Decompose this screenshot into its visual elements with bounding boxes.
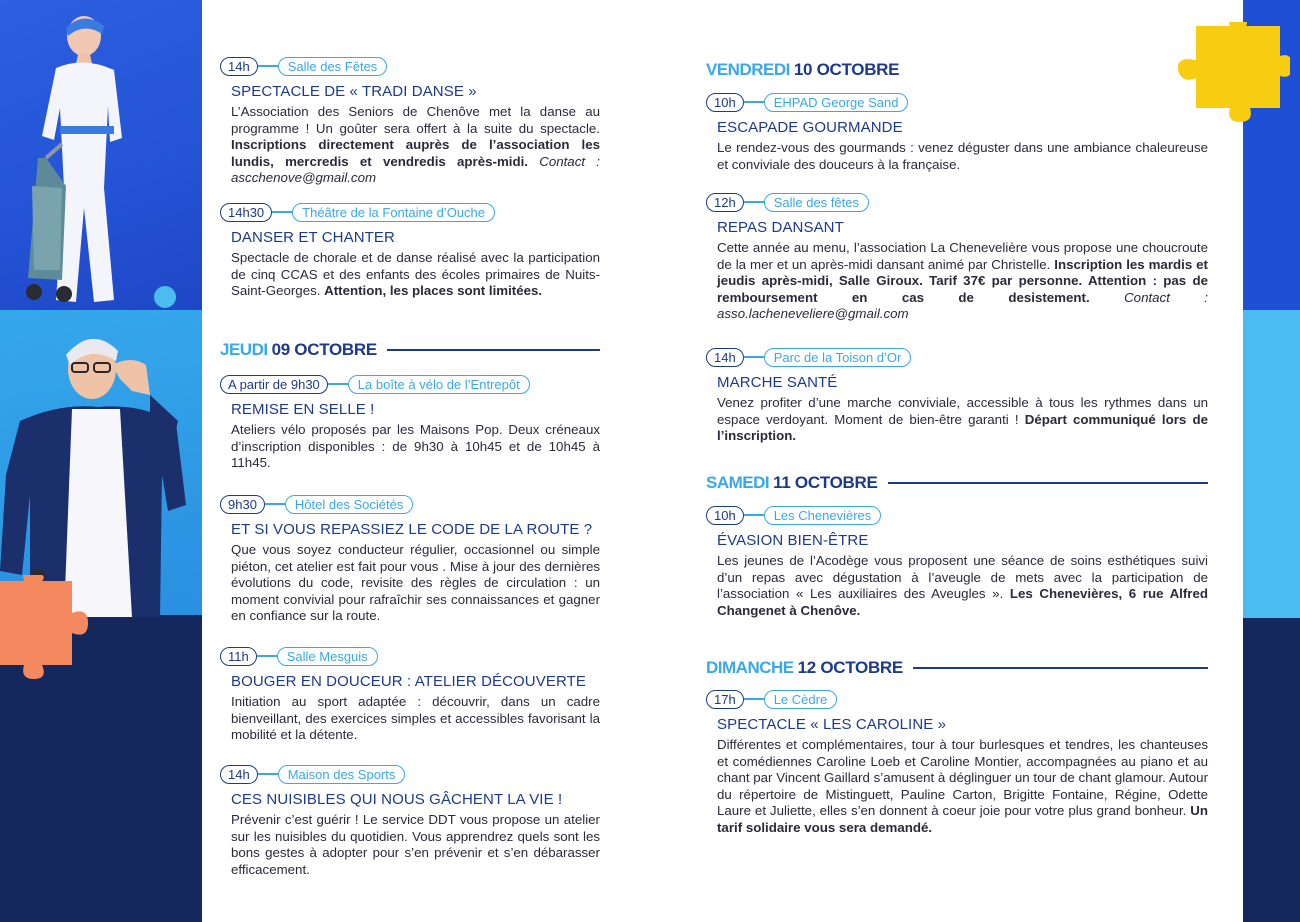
event-nuisibles: [220, 764, 600, 878]
desc-text: Différentes et complémentaires, tour à tour burlesques et tendres, les chanteuses et comédiennes Caroline Loeb et Caroline Montier, accompagnées au piano et au chant par Vincent Gaillard s’amusent à déglinguer un tour de chant glamour. Autour du répertoire de Mistinguett, Pauline Carton, Brigitte Fontaine, Régine, Odette Laure et Juliette, elles s’en donnent à coeur joie pour votre plus grand bonheur.: [717, 737, 1208, 819]
tag-connector: [265, 503, 285, 505]
event-remise-en-selle: [220, 374, 600, 472]
event-description: Ateliers vélo proposés par les Maisons Pop. Deux créneaux d’inscription disponibles : de 9h30 à 10h45 et de 10h45 à 11h45.: [231, 422, 600, 471]
place-badge: Parc de la Toison d’Or: [764, 348, 912, 367]
tag-connector: [258, 773, 278, 775]
event-tagline: [220, 202, 600, 222]
tag-connector: [744, 356, 764, 358]
tag-connector: [328, 383, 348, 385]
event-title: ÉVASION BIEN-ÊTRE: [717, 532, 869, 549]
day-heading-vendredi: [706, 60, 1208, 80]
event-title: SPECTACLE « LES CAROLINE »: [717, 716, 947, 733]
day-divider: [387, 349, 600, 351]
photo-senior-woman: [18, 8, 148, 310]
event-description: [717, 240, 1208, 323]
desc-bold: Départ communiqué lors de l’inscription.: [717, 411, 1208, 444]
event-tagline: [706, 689, 1208, 709]
tag-connector: [744, 698, 764, 700]
time-badge: 12h: [706, 193, 744, 212]
event-title: ESCAPADE GOURMANDE: [717, 119, 903, 136]
place-badge: EHPAD George Sand: [764, 93, 909, 112]
time-badge: 10h: [706, 506, 744, 525]
desc-contact: Contact : asso.lacheneveliere@gmail.com: [717, 289, 1208, 322]
time-badge: 17h: [706, 690, 744, 709]
event-title: ET SI VOUS REPASSIEZ LE CODE DE LA ROUTE ?: [231, 521, 593, 538]
place-badge: Les Chenevières: [764, 506, 882, 525]
day-heading-dimanche: [706, 658, 1208, 678]
event-repas-dansant: [706, 192, 1208, 323]
event-title: BOUGER EN DOUCEUR : ATELIER DÉCOUVERTE: [231, 673, 586, 690]
event-bouger-douceur: [220, 646, 600, 744]
desc-text: Cette année au menu, l’association La Chenevelière vous propose une choucroute de la mer et un après-midi dansant animé par Christelle.: [717, 240, 1208, 272]
event-description: Le rendez-vous des gourmands : venez déguster dans une ambiance chaleureuse et conviviale des douceurs à la française.: [717, 140, 1208, 172]
event-description: Que vous soyez conducteur régulier, occasionnel ou simple piéton, cet atelier est fait pour vous . Mise à jour des dernières évolutions du code, revisite des règles de circulation : un moment convivial pour rafraîchir ses connaissances et gagner en confiance sur la route.: [231, 542, 600, 624]
event-description: [231, 104, 600, 187]
event-description: [717, 737, 1208, 837]
time-badge: 14h: [220, 57, 258, 76]
event-tradi-danse: [220, 56, 600, 187]
event-tagline: [706, 192, 1208, 212]
desc-bold: Les Chenevières, 6 rue Alfred Changenet à Chenôve.: [717, 586, 1208, 618]
place-badge: Hôtel des Sociétés: [285, 495, 413, 514]
day-divider: [913, 667, 1208, 669]
desc-bold: Un tarif solidaire vous sera demandé.: [717, 803, 1208, 835]
event-title: REPAS DANSANT: [717, 219, 844, 236]
event-tagline: [220, 646, 600, 666]
event-title: DANSER ET CHANTER: [231, 229, 395, 246]
event-title: REMISE EN SELLE !: [231, 401, 375, 418]
bubble-dot: [154, 286, 176, 308]
event-escapade-gourmande: [706, 92, 1208, 173]
place-badge: Le Cèdre: [764, 690, 837, 709]
event-title: MARCHE SANTÉ: [717, 374, 838, 391]
tag-connector: [744, 514, 764, 516]
event-danser-chanter: [220, 202, 600, 300]
event-title: SPECTACLE DE « TRADI DANSE »: [231, 83, 477, 100]
place-badge: Salle Mesguis: [277, 647, 378, 666]
event-les-caroline: [706, 689, 1208, 837]
day-date: 11 OCTOBRE: [773, 473, 878, 492]
event-tagline: [220, 374, 600, 394]
place-badge: Salle des Fêtes: [278, 57, 388, 76]
event-description: Initiation au sport adaptée : découvrir, dans un cadre bienveillant, des exercices simples et accessibles favorisant la mobilité et la détente.: [231, 694, 600, 743]
event-tagline: [220, 494, 600, 514]
desc-text: L’Association des Seniors de Chenôve met la danse au programme ! Un goûter sera offert à la suite du spectacle.: [231, 104, 600, 136]
day-date: 12 OCTOBRE: [797, 658, 903, 677]
desc-text: Venez profiter d’une marche conviviale, accessible à tous les rythmes dans un espace verdoyant. Moment de bien-être garanti !: [717, 395, 1208, 427]
day-name: SAMEDI: [706, 473, 770, 492]
tag-connector: [272, 211, 292, 213]
puzzle-piece-icon: [0, 575, 100, 697]
event-tagline: [706, 347, 1208, 367]
time-badge: 14h: [706, 348, 744, 367]
band-block-navy: [1243, 618, 1300, 922]
time-badge: 14h: [220, 765, 258, 784]
tag-connector: [257, 655, 277, 657]
day-name: VENDREDI: [706, 60, 790, 79]
band-block-sky: [1243, 310, 1300, 618]
desc-text: Spectacle de chorale et de danse réalisé avec la participation de cinq CCAS et des enfants des écoles primaires de Nuits-Saint-Georges.: [231, 250, 600, 299]
event-tagline: [220, 764, 600, 784]
event-title: CES NUISIBLES QUI NOUS GÂCHENT LA VIE !: [231, 791, 563, 808]
event-tagline: [706, 505, 1208, 525]
desc-text: Les jeunes de l’Acodège vous proposent une séance de soins esthétiques suivi d’un repas avec dégustation à l’aveugle de mets avec la participation de l’association « Les auxiliaires des Aveugles ».: [717, 553, 1208, 602]
event-evasion-bien-etre: [706, 505, 1208, 619]
photo-senior-man: [0, 325, 200, 617]
tag-connector: [258, 65, 278, 67]
event-tagline: [220, 56, 600, 76]
place-badge: Théâtre de la Fontaine d’Ouche: [292, 203, 495, 222]
time-badge: 11h: [220, 647, 257, 666]
day-name: JEUDI: [220, 340, 268, 359]
desc-bold: Inscription les mardis et jeudis après-midi, Salle Giroux. Tarif 37€ par personne. Attention : pas de remboursement en cas de desistement.: [717, 256, 1208, 305]
event-description: Prévenir c’est guérir ! Le service DDT vous propose un atelier sur les nuisibles du quotidien. Vous apprendrez quels sont les bons gestes à adopter pour s’en prévenir et s’en débarasser efficacement.: [231, 812, 600, 877]
event-code-route: [220, 494, 600, 625]
right-decor-band: [1243, 0, 1300, 922]
event-marche-sante: [706, 347, 1208, 445]
left-decor-band: [0, 0, 202, 922]
desc-bold: Attention, les places sont limitées.: [324, 283, 543, 299]
day-heading-samedi: [706, 473, 1208, 493]
place-badge: Salle des fêtes: [764, 193, 869, 212]
time-badge: 9h30: [220, 495, 265, 514]
event-description: [231, 250, 600, 300]
event-description: [717, 395, 1208, 445]
day-date: 09 OCTOBRE: [271, 340, 377, 359]
time-badge: 10h: [706, 93, 744, 112]
day-heading-jeudi: [220, 340, 600, 360]
tag-connector: [744, 201, 764, 203]
time-badge: 14h30: [220, 203, 272, 222]
event-tagline: [706, 92, 1208, 112]
day-date: 10 OCTOBRE: [793, 60, 900, 79]
place-badge: La boîte à vélo de l’Entrepôt: [348, 375, 530, 394]
tag-connector: [744, 101, 764, 103]
event-description: [717, 553, 1208, 619]
time-badge: A partir de 9h30: [220, 375, 328, 394]
place-badge: Maison des Sports: [278, 765, 406, 784]
desc-bold: Inscriptions directement auprès de l’association les lundis, mercredis et vendredis après-midi.: [231, 137, 600, 169]
day-name: DIMANCHE: [706, 658, 794, 677]
desc-contact: Contact : ascchenove@gmail.com: [231, 153, 600, 186]
day-divider: [888, 482, 1208, 484]
